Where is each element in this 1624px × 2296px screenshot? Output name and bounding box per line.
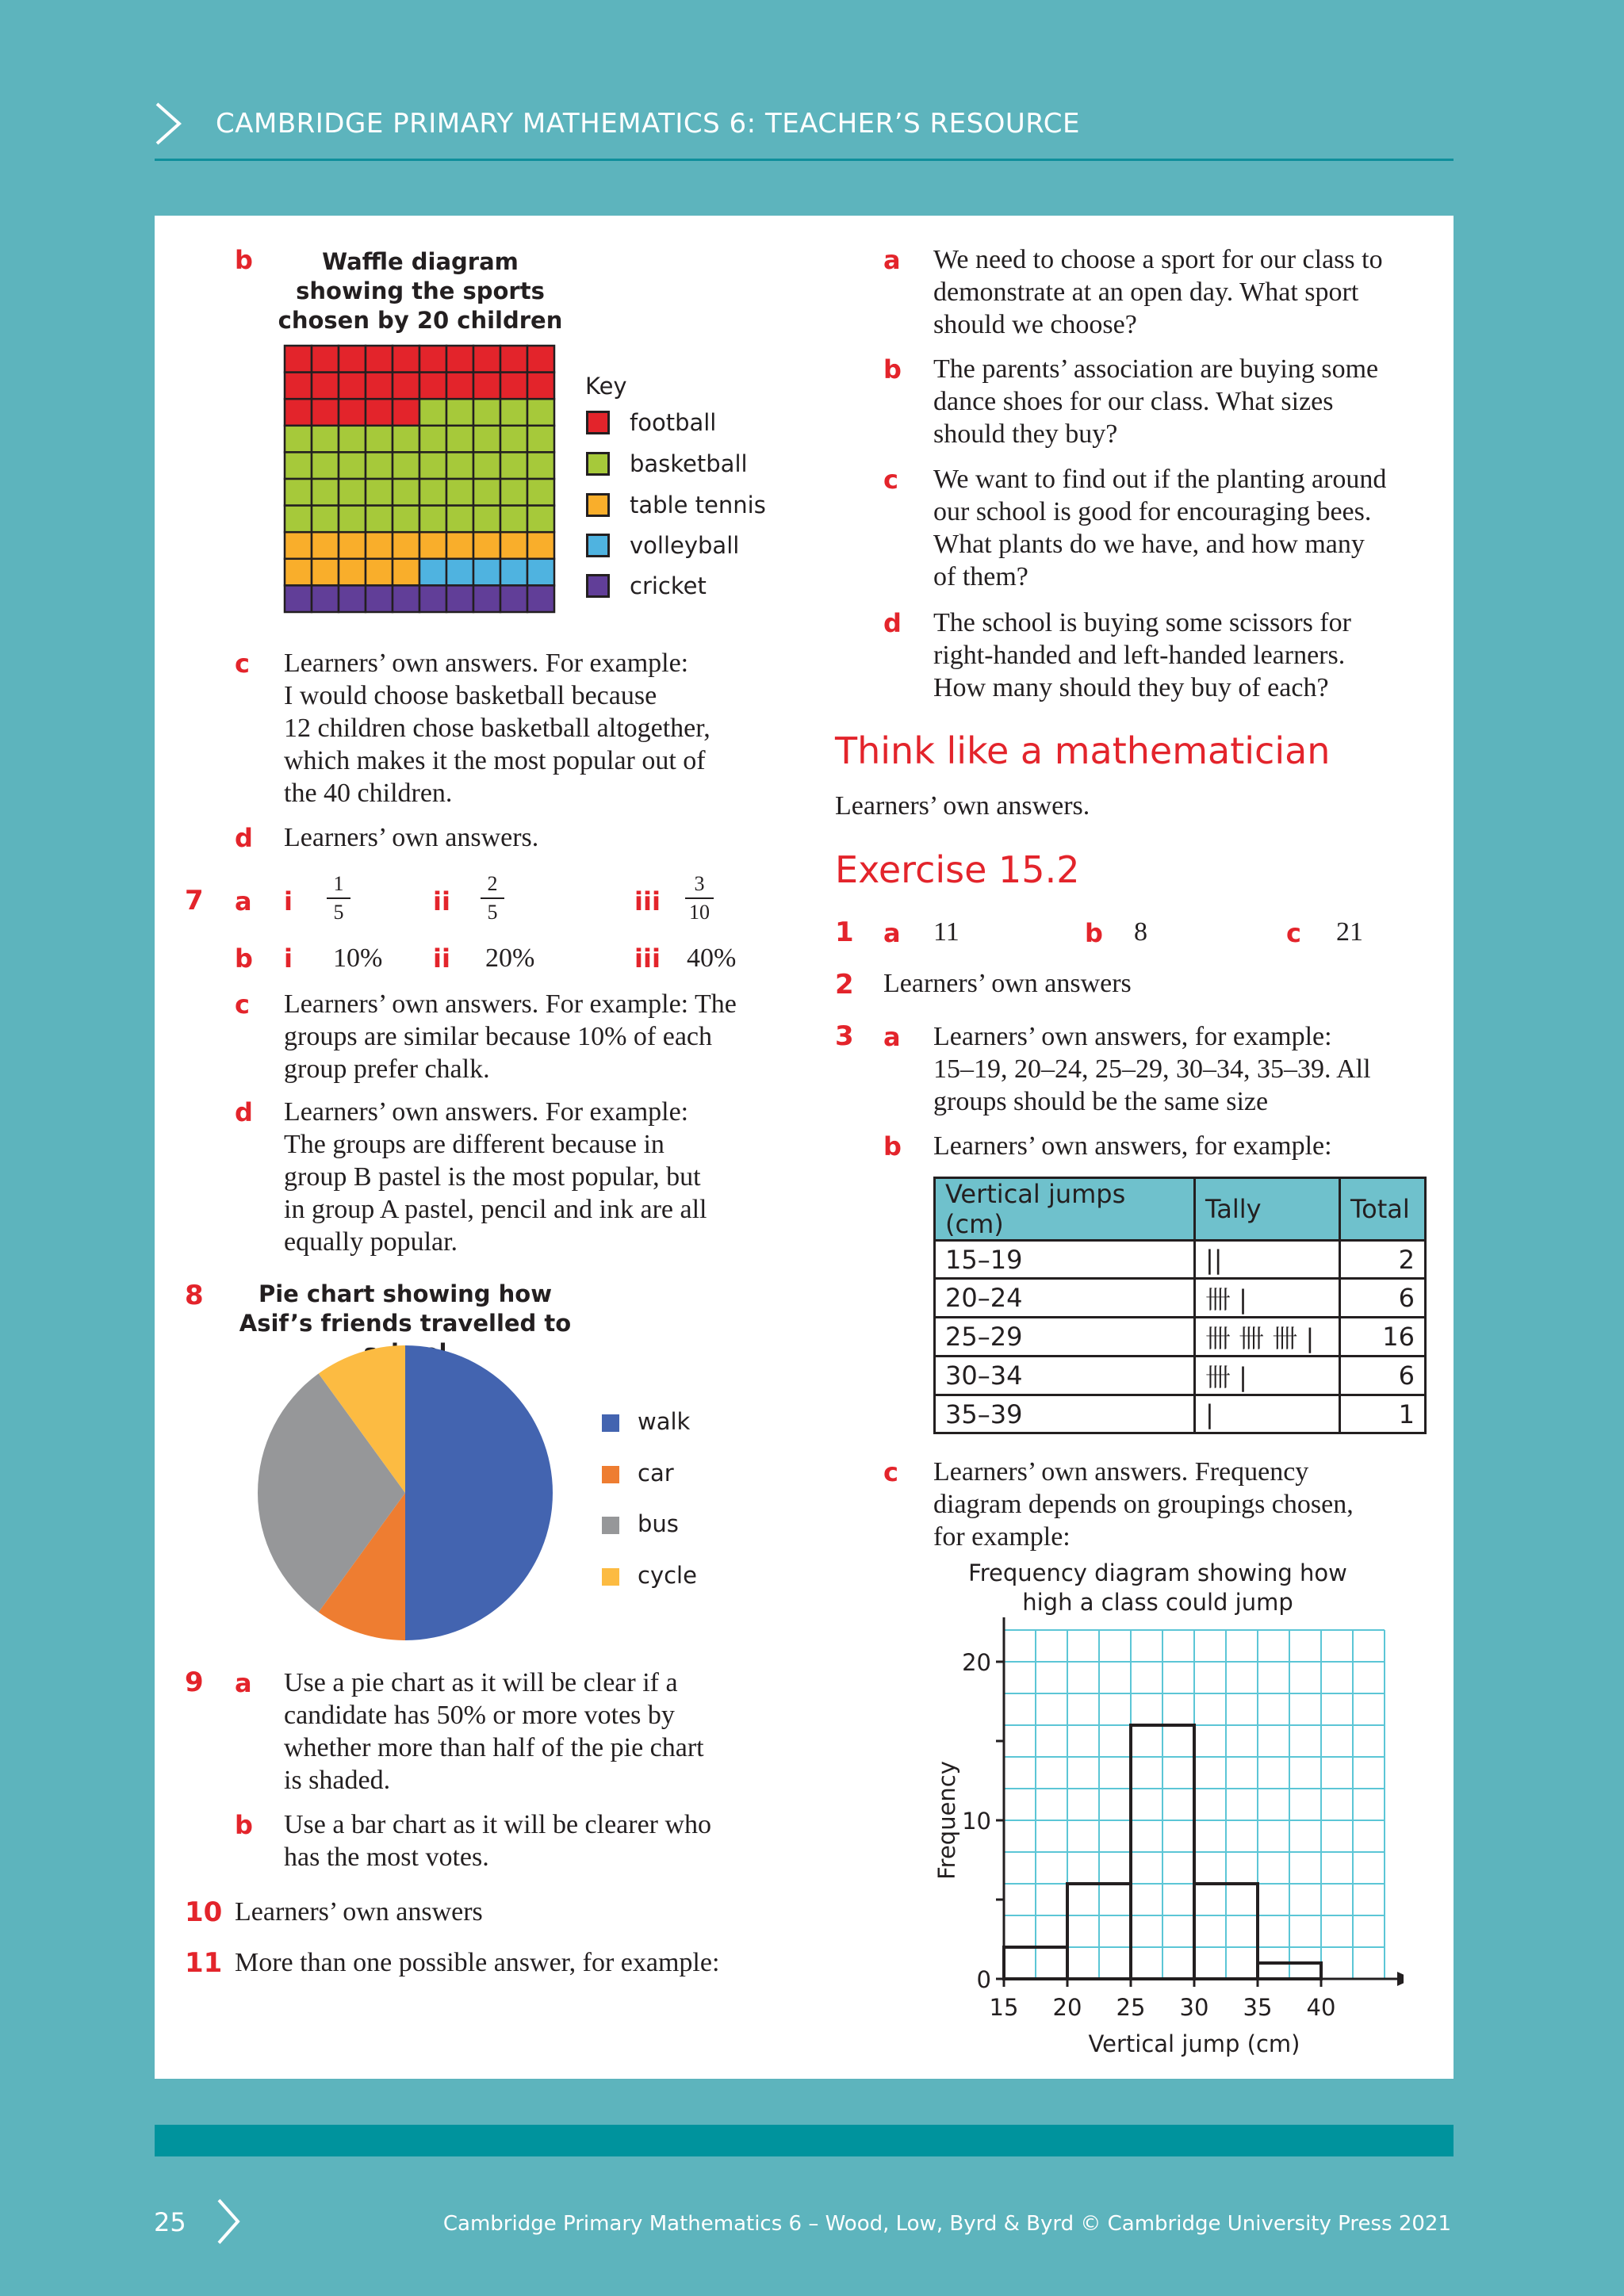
x-axis-label: Vertical jump (cm) bbox=[1088, 2030, 1300, 2057]
ex3a-text: Learners’ own answers, for example: 15–19, 20–24, 25–29, 30–34, 35–39. All groups should be the same size bbox=[933, 1022, 1371, 1116]
table-row bbox=[935, 1318, 1426, 1357]
denominator: 5 bbox=[487, 901, 498, 924]
waffle-cell-basketball bbox=[527, 399, 554, 426]
waffle-cell-football bbox=[527, 373, 554, 400]
waffle-cell-basketball bbox=[285, 479, 312, 506]
waffle-cell-basketball bbox=[446, 479, 473, 506]
waffle-cell-basketball bbox=[312, 426, 339, 453]
numerator: 2 bbox=[487, 872, 498, 895]
key-label-football: football bbox=[630, 409, 717, 436]
numerator: 1 bbox=[333, 872, 344, 895]
waffle-cell-football bbox=[285, 399, 312, 426]
table-cell: | bbox=[1195, 1395, 1340, 1433]
waffle-cell-basketball bbox=[339, 426, 366, 453]
waffle-cell-basketball bbox=[500, 452, 527, 479]
waffle-cell-cricket bbox=[527, 585, 554, 612]
pie-key-label-walk: walk bbox=[638, 1408, 691, 1435]
waffle-cell-table-tennis bbox=[393, 532, 419, 559]
header-rule bbox=[155, 159, 1454, 161]
x-tick-label: 25 bbox=[1116, 1994, 1146, 2021]
q7d-text: Learners’ own answers. For example: The groups are different because in group B pastel is the most popular, but in group A pastel, pencil and ink are all equally popular. bbox=[284, 1097, 707, 1257]
waffle-cell-cricket bbox=[419, 585, 446, 612]
column-header: Total bbox=[1340, 1178, 1426, 1241]
waffle-cell-football bbox=[419, 373, 446, 400]
key-swatch-volleyball bbox=[586, 534, 610, 557]
exercise-heading: Exercise 15.2 bbox=[835, 848, 1080, 891]
pie-key-swatch-walk bbox=[602, 1414, 619, 1432]
waffle-cell-football bbox=[527, 346, 554, 373]
waffle-cell-basketball bbox=[473, 426, 500, 453]
waffle-cell-football bbox=[312, 399, 339, 426]
table-cell: 卌 | bbox=[1195, 1279, 1340, 1318]
waffle-cell-table-tennis bbox=[473, 532, 500, 559]
q7b-iii: iii bbox=[634, 943, 661, 974]
table-cell: 卌 卌 卌 | bbox=[1195, 1318, 1340, 1357]
key-label-cricket: cricket bbox=[630, 572, 707, 599]
waffle-cell-basketball bbox=[500, 479, 527, 506]
table-cell: 6 bbox=[1340, 1279, 1426, 1318]
y-tick-label: 10 bbox=[962, 1808, 991, 1835]
waffle-cell-football bbox=[285, 373, 312, 400]
x-tick-label: 35 bbox=[1243, 1994, 1273, 2021]
waffle-cell-basketball bbox=[527, 452, 554, 479]
waffle-cell-football bbox=[393, 346, 419, 373]
right-qd-text: The school is buying some scissors for right-handed and left-handed learners. How many should they buy of each? bbox=[933, 608, 1351, 702]
waffle-cell-basketball bbox=[527, 506, 554, 533]
ex1b-value: 8 bbox=[1134, 917, 1147, 947]
waffle-cell-table-tennis bbox=[339, 532, 366, 559]
waffle-cell-basketball bbox=[339, 479, 366, 506]
table-cell: 2 bbox=[1340, 1241, 1426, 1279]
waffle-cell-football bbox=[446, 373, 473, 400]
q9a-label: a bbox=[235, 1668, 252, 1698]
chevron-right-icon bbox=[216, 2198, 241, 2245]
waffle-cell-basketball bbox=[393, 506, 419, 533]
table-cell: 30–34 bbox=[935, 1357, 1195, 1395]
ex3c-label: c bbox=[883, 1457, 898, 1487]
waffle-cell-basketball bbox=[285, 506, 312, 533]
x-tick-label: 40 bbox=[1306, 1994, 1336, 2021]
table-row bbox=[935, 1279, 1426, 1318]
x-axis-arrow bbox=[1397, 1972, 1404, 1986]
waffle-cell-cricket bbox=[312, 585, 339, 612]
waffle-cell-football bbox=[473, 373, 500, 400]
waffle-cell-volleyball bbox=[446, 559, 473, 586]
waffle-cell-basketball bbox=[285, 426, 312, 453]
table-cell: 6 bbox=[1340, 1357, 1426, 1395]
waffle-cell-football bbox=[339, 346, 366, 373]
waffle-cell-basketball bbox=[366, 506, 393, 533]
key-swatch-football bbox=[586, 411, 610, 434]
ex3b-text: Learners’ own answers, for example: bbox=[933, 1131, 1332, 1161]
histogram-title: Frequency diagram showing how high a class could jump bbox=[968, 1559, 1347, 1616]
waffle-cell-basketball bbox=[473, 452, 500, 479]
q7b-ii-value: 20% bbox=[485, 943, 535, 973]
q6c-text: Learners’ own answers. For example: I would choose basketball because 12 children chose basketball altogether, which makes it the most popular out of the 40 children. bbox=[284, 649, 710, 808]
q7a-i: i bbox=[284, 886, 293, 916]
q6c-label: c bbox=[235, 649, 250, 679]
key-swatch-cricket bbox=[586, 574, 610, 598]
right-qc-label: c bbox=[883, 465, 898, 495]
waffle-cell-football bbox=[285, 346, 312, 373]
waffle-cell-volleyball bbox=[473, 559, 500, 586]
waffle-cell-cricket bbox=[446, 585, 473, 612]
waffle-cell-basketball bbox=[393, 452, 419, 479]
waffle-title: Waffle diagram showing the sports chosen by 20 children bbox=[278, 248, 563, 334]
waffle-cell-basketball bbox=[393, 479, 419, 506]
waffle-cell-basketball bbox=[500, 426, 527, 453]
footer-bar bbox=[155, 2125, 1454, 2156]
waffle-cell-basketball bbox=[473, 506, 500, 533]
waffle-cell-basketball bbox=[446, 399, 473, 426]
column-header: Vertical jumps (cm) bbox=[935, 1178, 1195, 1241]
waffle-key-title: Key bbox=[585, 373, 627, 400]
right-qd-label: d bbox=[883, 608, 902, 638]
table-row bbox=[935, 1241, 1426, 1279]
waffle-cell-table-tennis bbox=[500, 532, 527, 559]
fraction-three-tenths bbox=[685, 872, 714, 924]
waffle-cell-football bbox=[339, 373, 366, 400]
q11-text: More than one possible answer, for example: bbox=[235, 1948, 720, 1977]
waffle-cell-table-tennis bbox=[419, 532, 446, 559]
waffle-cell-basketball bbox=[339, 452, 366, 479]
key-swatch-table-tennis bbox=[586, 493, 610, 517]
frequency-diagram bbox=[928, 1617, 1404, 2061]
waffle-cell-table-tennis bbox=[312, 532, 339, 559]
pie-key-label-bus: bus bbox=[638, 1510, 679, 1537]
q9b-label: b bbox=[235, 1810, 253, 1840]
ex1c-value: 21 bbox=[1336, 917, 1363, 947]
pie-key-swatch-cycle bbox=[602, 1568, 619, 1586]
waffle-cell-table-tennis bbox=[285, 559, 312, 586]
ex1-number: 1 bbox=[835, 916, 854, 948]
fraction-two-fifths bbox=[481, 872, 504, 924]
key-label-table-tennis: table tennis bbox=[630, 492, 766, 519]
table-cell: 25–29 bbox=[935, 1318, 1195, 1357]
x-tick-label: 20 bbox=[1052, 1994, 1082, 2021]
page-number: 25 bbox=[154, 2207, 186, 2237]
waffle-cell-basketball bbox=[366, 452, 393, 479]
think-like-mathematician-heading: Think like a mathematician bbox=[835, 729, 1331, 772]
waffle-cell-volleyball bbox=[419, 559, 446, 586]
pie-key-label-car: car bbox=[638, 1460, 674, 1487]
table-cell: 1 bbox=[1340, 1395, 1426, 1433]
table-row bbox=[935, 1357, 1426, 1395]
pie-slice-walk bbox=[405, 1345, 553, 1640]
copyright-notice: Cambridge Primary Mathematics 6 – Wood, Low, Byrd & Byrd © Cambridge University Press 2021 bbox=[442, 2212, 1451, 2236]
waffle-cell-basketball bbox=[285, 452, 312, 479]
ex3a-label: a bbox=[883, 1022, 901, 1052]
q7c-label: c bbox=[235, 989, 250, 1020]
waffle-cell-basketball bbox=[312, 479, 339, 506]
waffle-cell-basketball bbox=[500, 399, 527, 426]
q7b-i: i bbox=[284, 943, 293, 974]
waffle-cell-volleyball bbox=[527, 559, 554, 586]
waffle-cell-basketball bbox=[446, 426, 473, 453]
table-row bbox=[935, 1395, 1426, 1433]
q7a-label: a bbox=[235, 886, 252, 916]
waffle-cell-basketball bbox=[473, 399, 500, 426]
waffle-cell-basketball bbox=[419, 399, 446, 426]
q9b-text: Use a bar chart as it will be clearer who has the most votes. bbox=[284, 1810, 712, 1872]
key-label-volleyball: volleyball bbox=[630, 532, 740, 559]
table-cell: 20–24 bbox=[935, 1279, 1195, 1318]
waffle-cell-basketball bbox=[527, 426, 554, 453]
denominator: 5 bbox=[333, 901, 344, 924]
waffle-cell-basketball bbox=[339, 506, 366, 533]
waffle-cell-cricket bbox=[500, 585, 527, 612]
ex2-number: 2 bbox=[835, 969, 854, 1001]
table-cell: 15–19 bbox=[935, 1241, 1195, 1279]
q7b-label: b bbox=[235, 943, 253, 974]
ex3-number: 3 bbox=[835, 1020, 854, 1052]
waffle-cell-cricket bbox=[393, 585, 419, 612]
denominator: 10 bbox=[689, 901, 710, 924]
waffle-cell-football bbox=[366, 373, 393, 400]
waffle-cell-football bbox=[312, 373, 339, 400]
column-header: Tally bbox=[1195, 1178, 1340, 1241]
q7c-text: Learners’ own answers. For example: The groups are similar because 10% of each group prefer chalk. bbox=[284, 989, 737, 1084]
waffle-cell-football bbox=[473, 346, 500, 373]
waffle-cell-table-tennis bbox=[366, 532, 393, 559]
q9a-text: Use a pie chart as it will be clear if a candidate has 50% or more votes by whether more than half of the pie chart is shaded. bbox=[284, 1668, 704, 1795]
waffle-cell-basketball bbox=[419, 479, 446, 506]
waffle-cell-cricket bbox=[366, 585, 393, 612]
right-qa-text: We need to choose a sport for our class to demonstrate at an open day. What sport should we choose? bbox=[933, 245, 1383, 339]
waffle-cell-football bbox=[500, 373, 527, 400]
ex1a-label: a bbox=[883, 918, 901, 948]
waffle-cell-football bbox=[366, 399, 393, 426]
waffle-cell-basketball bbox=[312, 452, 339, 479]
table-cell: 卌 | bbox=[1195, 1357, 1340, 1395]
waffle-cell-cricket bbox=[473, 585, 500, 612]
table-header-row bbox=[935, 1178, 1426, 1241]
pie-key-swatch-car bbox=[602, 1466, 619, 1483]
ex1a-value: 11 bbox=[933, 917, 959, 947]
waffle-cell-table-tennis bbox=[285, 532, 312, 559]
waffle-cell-table-tennis bbox=[366, 559, 393, 586]
waffle-cell-basketball bbox=[419, 506, 446, 533]
tally-table bbox=[933, 1177, 1427, 1434]
waffle-cell-basketball bbox=[312, 506, 339, 533]
q11-number: 11 bbox=[185, 1947, 223, 1979]
waffle-cell-basketball bbox=[527, 479, 554, 506]
q6d-text: Learners’ own answers. bbox=[284, 823, 539, 852]
pie-chart bbox=[257, 1345, 553, 1641]
right-qc-text: We want to find out if the planting around our school is good for encouraging bees. What plants do we have, and how many of them? bbox=[933, 465, 1387, 591]
q7-number: 7 bbox=[185, 885, 204, 916]
waffle-cell-football bbox=[393, 399, 419, 426]
q7d-label: d bbox=[235, 1097, 253, 1127]
q9-number: 9 bbox=[185, 1667, 204, 1698]
running-header: CAMBRIDGE PRIMARY MATHEMATICS 6: TEACHER’S RESOURCE bbox=[216, 108, 1080, 140]
table-cell: 35–39 bbox=[935, 1395, 1195, 1433]
ex3b-label: b bbox=[883, 1131, 902, 1161]
y-axis-label: Frequency bbox=[933, 1761, 960, 1880]
key-swatch-basketball bbox=[586, 452, 610, 476]
waffle-cell-football bbox=[393, 373, 419, 400]
waffle-cell-football bbox=[500, 346, 527, 373]
waffle-cell-basketball bbox=[366, 426, 393, 453]
right-qb-label: b bbox=[883, 354, 902, 385]
waffle-cell-cricket bbox=[339, 585, 366, 612]
ex2-text: Learners’ own answers bbox=[883, 969, 1132, 998]
waffle-cell-table-tennis bbox=[446, 532, 473, 559]
pie-key-label-cycle: cycle bbox=[638, 1562, 697, 1589]
x-tick-label: 30 bbox=[1179, 1994, 1209, 2021]
y-tick-label: 0 bbox=[976, 1966, 991, 1993]
pie-key-swatch-bus bbox=[602, 1517, 619, 1534]
waffle-cell-basketball bbox=[366, 479, 393, 506]
q7b-iii-value: 40% bbox=[687, 943, 737, 973]
table-cell: 16 bbox=[1340, 1318, 1426, 1357]
waffle-cell-table-tennis bbox=[312, 559, 339, 586]
ex3c-text: Learners’ own answers. Frequency diagram depends on groupings chosen, for example: bbox=[933, 1457, 1354, 1552]
q10-text: Learners’ own answers bbox=[235, 1897, 483, 1927]
q7a-ii: ii bbox=[433, 886, 450, 916]
waffle-cell-basketball bbox=[393, 426, 419, 453]
chevron-right-icon bbox=[152, 101, 184, 146]
waffle-cell-table-tennis bbox=[339, 559, 366, 586]
q6b-label: b bbox=[235, 245, 253, 275]
numerator: 3 bbox=[694, 872, 705, 895]
waffle-cell-basketball bbox=[446, 506, 473, 533]
y-tick-label: 20 bbox=[962, 1649, 991, 1676]
ex1c-label: c bbox=[1286, 918, 1301, 948]
key-label-basketball: basketball bbox=[630, 450, 748, 477]
waffle-cell-table-tennis bbox=[393, 559, 419, 586]
waffle-cell-volleyball bbox=[500, 559, 527, 586]
waffle-cell-football bbox=[366, 346, 393, 373]
waffle-cell-football bbox=[312, 346, 339, 373]
waffle-cell-football bbox=[339, 399, 366, 426]
waffle-cell-cricket bbox=[285, 585, 312, 612]
waffle-cell-basketball bbox=[500, 506, 527, 533]
x-tick-label: 15 bbox=[989, 1994, 1019, 2021]
waffle-cell-table-tennis bbox=[527, 532, 554, 559]
q8-number: 8 bbox=[185, 1280, 204, 1311]
right-qb-text: The parents’ association are buying some dance shoes for our class. What sizes should they buy? bbox=[933, 354, 1379, 449]
q7a-iii: iii bbox=[634, 886, 661, 916]
right-qa-label: a bbox=[883, 245, 901, 275]
q6d-label: d bbox=[235, 823, 253, 853]
q7b-i-value: 10% bbox=[333, 943, 383, 973]
q7b-ii: ii bbox=[433, 943, 450, 974]
q10-number: 10 bbox=[185, 1896, 223, 1928]
fraction-one-fifth bbox=[327, 872, 350, 924]
waffle-cell-football bbox=[419, 346, 446, 373]
waffle-chart bbox=[282, 343, 557, 614]
waffle-cell-football bbox=[446, 346, 473, 373]
waffle-cell-basketball bbox=[446, 452, 473, 479]
ex1b-label: b bbox=[1085, 918, 1103, 948]
table-cell: || bbox=[1195, 1241, 1340, 1279]
think-text: Learners’ own answers. bbox=[835, 791, 1090, 821]
waffle-cell-basketball bbox=[473, 479, 500, 506]
pie-title: Pie chart showing how Asif’s friends travelled to bbox=[239, 1280, 572, 1337]
waffle-cell-basketball bbox=[419, 426, 446, 453]
waffle-cell-basketball bbox=[419, 452, 446, 479]
